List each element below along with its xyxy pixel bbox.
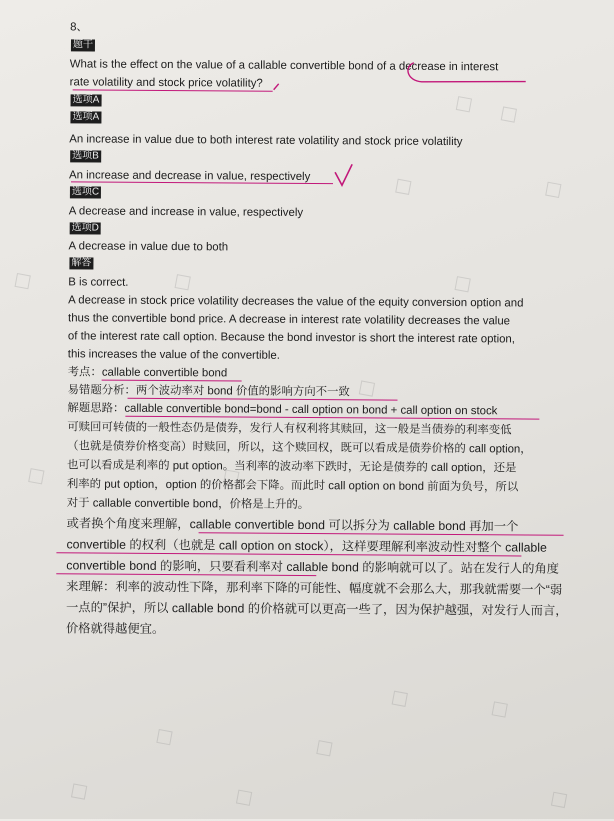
option-c-label: 选项C	[70, 186, 101, 198]
correct-answer: B is correct.	[68, 276, 129, 289]
question-stem-line-1: What is the effect on the value of a callable convertible bond of a decrease in interest	[69, 58, 499, 74]
approach-line: （也就是债券价格变高）时赎回，所以，这个赎回权，既可以看成是债券价格的 call option，	[67, 440, 532, 456]
pitfall-line: 易错题分析：两个波动率对 bond 价值的影响方向不一致	[67, 384, 350, 399]
alternative-explanation-line: 一点的”保护，所以 callable bond 的价格就可以更高一些了，因为保护越强，对发行人而言，	[65, 600, 568, 618]
option-a-text: An increase in value due to both interest rate volatility and stock price volatility	[69, 133, 463, 149]
checkmark-icon	[335, 164, 352, 185]
explanation-line: A decrease in stock price volatility decreases the value of the equity conversion option and	[68, 294, 524, 310]
explanation-line: this increases the value of the convertible.	[67, 348, 280, 362]
alternative-explanation-line: convertible bond 的影响，只要看利率对 callable bond 的影响就可以了。站在发行人的角度	[66, 558, 560, 576]
option-b-label: 选项B	[70, 150, 101, 162]
option-d-label: 选项D	[70, 222, 101, 234]
explanation-line: thus the convertible bond price. A decrease in interest rate volatility decreases the value	[68, 312, 511, 328]
approach-line: 利率的 put option，option 的价格都会下降。而此时 call option on bond 前面为负号，所以	[66, 478, 519, 494]
answer-label: 解答	[69, 257, 93, 269]
alternative-explanation-line: 价格就得越便宜。	[65, 621, 165, 637]
question-stem-line-2: rate volatility and stock price volatility?	[69, 76, 263, 90]
ink-circle-mark	[408, 63, 526, 83]
alternative-explanation-line: 来理解：利率的波动性下降，那利率下降的可能性、幅度就不会那么大，那我就需要一个“弱	[66, 579, 563, 597]
approach-line: 解题思路：callable convertible bond=bond - call option on bond + call option on stock	[67, 402, 498, 418]
approach-line: 对于 callable convertible bond，价格是上升的。	[66, 497, 310, 512]
option-d-text: A decrease in value due to both	[68, 240, 229, 254]
approach-line: 也可以看成是利率的 put option。当利率的波动率下跌时，无论是债券的 call option，还是	[66, 459, 517, 475]
question-number: 8、	[70, 21, 88, 34]
explanation-line: of the interest rate call option. Because the bond investor is short the interest rate option,	[67, 330, 515, 346]
stem-label: 题干	[71, 39, 95, 51]
option-a-label: 选项A	[71, 94, 102, 106]
alternative-explanation-line: 或者换个角度来理解，callable convertible bond 可以拆分为 callable bond 再加一个	[66, 516, 519, 534]
option-b-text: An increase and decrease in value, respectively	[69, 169, 311, 184]
approach-line: 可赎回可转债的一般性态仍是债券，发行人有权利将其赎回，这一般是当债券的利率变低	[67, 421, 512, 437]
topic-line: 考点：callable convertible bond	[67, 366, 228, 380]
option-a-label-repeat: 选项A	[70, 111, 101, 123]
alternative-explanation-line: convertible 的权利（也就是 call option on stock），这样要理解利率波动性对整个 callable	[66, 537, 547, 555]
ink-tick-mark	[274, 84, 279, 90]
option-c-text: A decrease and increase in value, respectively	[68, 205, 304, 219]
